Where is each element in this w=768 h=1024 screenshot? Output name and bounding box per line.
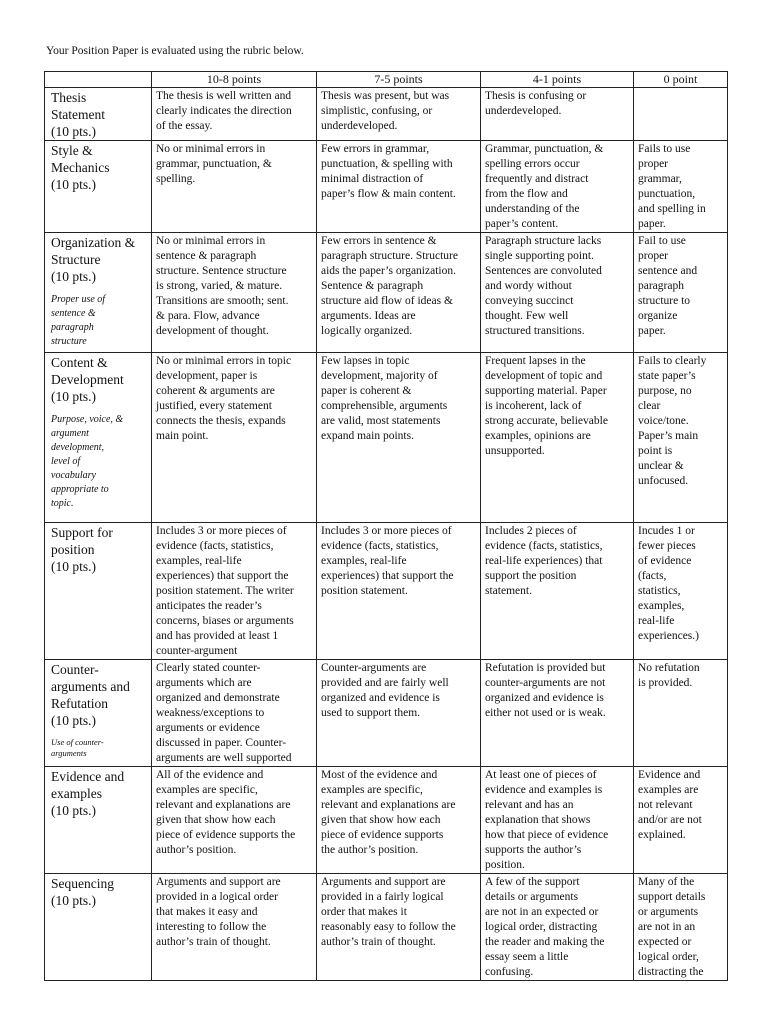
score-cell-0 bbox=[634, 767, 728, 874]
criterion-cell bbox=[45, 767, 152, 874]
header-7-5-points: 7-5 points bbox=[317, 72, 481, 88]
header-10-8-points: 10-8 points bbox=[152, 72, 317, 88]
cell-text: Arguments and support are provided in a fairly logical order that makes it reasonably easy to follow the author’s train of thought. bbox=[321, 876, 456, 948]
criterion-note: Purpose, voice, & argument development, level of vocabulary appropriate to topic. bbox=[51, 414, 124, 509]
score-cell-10-8 bbox=[152, 874, 317, 981]
criterion-note: Use of counter- arguments bbox=[51, 737, 104, 758]
score-cell-7-5 bbox=[317, 233, 481, 353]
cell-text: Fail to use proper sentence and paragraph structure to organize paper. bbox=[638, 235, 698, 337]
cell-text: Many of the support details or arguments are not in an expected or logical order, distracting the bbox=[638, 876, 706, 978]
rubric-row-counter-arguments bbox=[45, 660, 728, 767]
cell-text: Grammar, punctuation, & spelling errors occur frequently and distract from the flow and understanding of the paper’s content. bbox=[485, 143, 604, 230]
cell-text: Few errors in sentence & paragraph structure. Structure aids the paper’s organization. Sentence & paragraph structure aid flow of ideas & arguments. Ideas are logically organized. bbox=[321, 235, 458, 337]
score-cell-0 bbox=[634, 874, 728, 981]
cell-text: Fails to use proper grammar, punctuation, and spelling in paper. bbox=[638, 143, 706, 230]
rubric-row-sequencing bbox=[45, 874, 728, 981]
criterion-label: Organization & Structure (10 pts.) bbox=[51, 235, 136, 284]
cell-text: Includes 3 or more pieces of evidence (facts, statistics, examples, real-life experiences) that support the position statement. bbox=[321, 525, 454, 597]
criterion-cell bbox=[45, 233, 152, 353]
score-cell-0 bbox=[634, 233, 728, 353]
score-cell-7-5 bbox=[317, 874, 481, 981]
score-cell-10-8 bbox=[152, 767, 317, 874]
criterion-cell bbox=[45, 874, 152, 981]
score-cell-7-5 bbox=[317, 660, 481, 767]
criterion-label: Counter- arguments and Refutation (10 pts.) bbox=[51, 662, 130, 728]
cell-text: Fails to clearly state paper’s purpose, no clear voice/tone. Paper’s main point is unclear & unfocused. bbox=[638, 355, 707, 487]
score-cell-7-5 bbox=[317, 88, 481, 141]
criterion-label: Support for position (10 pts.) bbox=[51, 525, 113, 574]
cell-text: Frequent lapses in the development of topic and supporting material. Paper is incoherent, lack of strong accurate, believable examples, opinions are unsupported. bbox=[485, 355, 608, 457]
score-cell-4-1 bbox=[481, 88, 634, 141]
cell-text: No or minimal errors in sentence & paragraph structure. Sentence structure is strong, varied, & mature. Transitions are smooth; sent. & para. Flow, advance development of thought. bbox=[156, 235, 289, 337]
criterion-label: Thesis Statement (10 pts.) bbox=[51, 90, 105, 139]
score-cell-10-8 bbox=[152, 660, 317, 767]
cell-text: No or minimal errors in topic development, paper is coherent & arguments are justified, every statement connects the thesis, expands main point. bbox=[156, 355, 292, 442]
score-cell-7-5 bbox=[317, 523, 481, 660]
score-cell-4-1 bbox=[481, 233, 634, 353]
header-criterion bbox=[45, 72, 152, 88]
intro-text: Your Position Paper is evaluated using the rubric below. bbox=[46, 45, 304, 57]
rubric-row-evidence bbox=[45, 767, 728, 874]
score-cell-0 bbox=[634, 523, 728, 660]
cell-text: Evidence and examples are not relevant and/or are not explained. bbox=[638, 769, 702, 841]
rubric-row-support bbox=[45, 523, 728, 660]
score-cell-4-1 bbox=[481, 353, 634, 523]
cell-text: Thesis is confusing or underdeveloped. bbox=[485, 90, 587, 117]
cell-text: The thesis is well written and clearly indicates the direction of the essay. bbox=[156, 90, 292, 132]
cell-text bbox=[638, 88, 723, 89]
cell-text: Arguments and support are provided in a logical order that makes it easy and interesting to follow the author’s train of thought. bbox=[156, 876, 281, 948]
header-0-point: 0 point bbox=[634, 72, 728, 88]
cell-text: Thesis was present, but was simplistic, confusing, or underdeveloped. bbox=[321, 90, 450, 132]
criterion-label: Content & Development (10 pts.) bbox=[51, 355, 124, 404]
score-cell-4-1 bbox=[481, 141, 634, 233]
header-4-1-points: 4-1 points bbox=[481, 72, 634, 88]
score-cell-0 bbox=[634, 353, 728, 523]
rubric-table bbox=[44, 71, 728, 981]
score-cell-4-1 bbox=[481, 523, 634, 660]
cell-text: Clearly stated counter- arguments which are organized and demonstrate weakness/exceptions to arguments or evidence discussed in paper. Counter- arguments are well supported bbox=[156, 662, 292, 764]
criterion-cell bbox=[45, 523, 152, 660]
criterion-cell bbox=[45, 353, 152, 523]
score-cell-4-1 bbox=[481, 874, 634, 981]
score-cell-10-8 bbox=[152, 523, 317, 660]
cell-text: Counter-arguments are provided and are fairly well organized and evidence is used to support them. bbox=[321, 662, 449, 719]
score-cell-0 bbox=[634, 141, 728, 233]
cell-text: Includes 3 or more pieces of evidence (facts, statistics, examples, real-life experiences) that support the position statement. The writer anticipates the reader’s concerns, biases or arguments and has provided at least 1 counter-argument bbox=[156, 525, 294, 657]
cell-text: No refutation is provided. bbox=[638, 662, 700, 689]
cell-text: Few lapses in topic development, majority of paper is coherent & comprehensible, arguments are valid, most statements expand main points. bbox=[321, 355, 448, 442]
score-cell-10-8 bbox=[152, 88, 317, 141]
score-cell-0 bbox=[634, 88, 728, 141]
rubric-row-content bbox=[45, 353, 728, 523]
criterion-label: Evidence and examples (10 pts.) bbox=[51, 769, 125, 818]
criterion-cell bbox=[45, 88, 152, 141]
cell-text: Most of the evidence and examples are specific, relevant and explanations are given that show how each piece of evidence supports the author’s position. bbox=[321, 769, 456, 856]
score-cell-7-5 bbox=[317, 353, 481, 523]
criterion-cell bbox=[45, 141, 152, 233]
cell-text: At least one of pieces of evidence and examples is relevant and has an explanation that shows how that piece of evidence supports the author’s position. bbox=[485, 769, 609, 871]
score-cell-4-1 bbox=[481, 660, 634, 767]
score-cell-10-8 bbox=[152, 233, 317, 353]
cell-text: Incudes 1 or fewer pieces of evidence (facts, statistics, examples, real-life experiences.) bbox=[638, 525, 699, 642]
criterion-label: Style & Mechanics (10 pts.) bbox=[51, 143, 110, 192]
header-row bbox=[45, 72, 728, 88]
cell-text: No or minimal errors in grammar, punctuation, & spelling. bbox=[156, 143, 272, 185]
score-cell-7-5 bbox=[317, 767, 481, 874]
score-cell-4-1 bbox=[481, 767, 634, 874]
cell-text: A few of the support details or arguments are not in an expected or logical order, distracting the reader and making the essay seem a little confusing. bbox=[485, 876, 605, 978]
score-cell-0 bbox=[634, 660, 728, 767]
criterion-note: Proper use of sentence & paragraph structure bbox=[51, 294, 106, 347]
score-cell-10-8 bbox=[152, 141, 317, 233]
cell-text: All of the evidence and examples are specific, relevant and explanations are given that show how each piece of evidence supports the author’s position. bbox=[156, 769, 296, 856]
cell-text: Includes 2 pieces of evidence (facts, statistics, real-life experiences) that support the position statement. bbox=[485, 525, 603, 597]
cell-text: Few errors in grammar, punctuation, & spelling with minimal distraction of paper’s flow & main content. bbox=[321, 143, 456, 200]
criterion-label: Sequencing (10 pts.) bbox=[51, 876, 114, 908]
score-cell-7-5 bbox=[317, 141, 481, 233]
rubric-row-organization bbox=[45, 233, 728, 353]
criterion-cell bbox=[45, 660, 152, 767]
rubric-row-style bbox=[45, 141, 728, 233]
score-cell-10-8 bbox=[152, 353, 317, 523]
rubric-row-thesis bbox=[45, 88, 728, 141]
cell-text: Paragraph structure lacks single supporting point. Sentences are convoluted and wordy without conveying succinct thought. Few well structured transitions. bbox=[485, 235, 602, 337]
cell-text: Refutation is provided but counter-arguments are not organized and evidence is either not used or is weak. bbox=[485, 662, 606, 719]
